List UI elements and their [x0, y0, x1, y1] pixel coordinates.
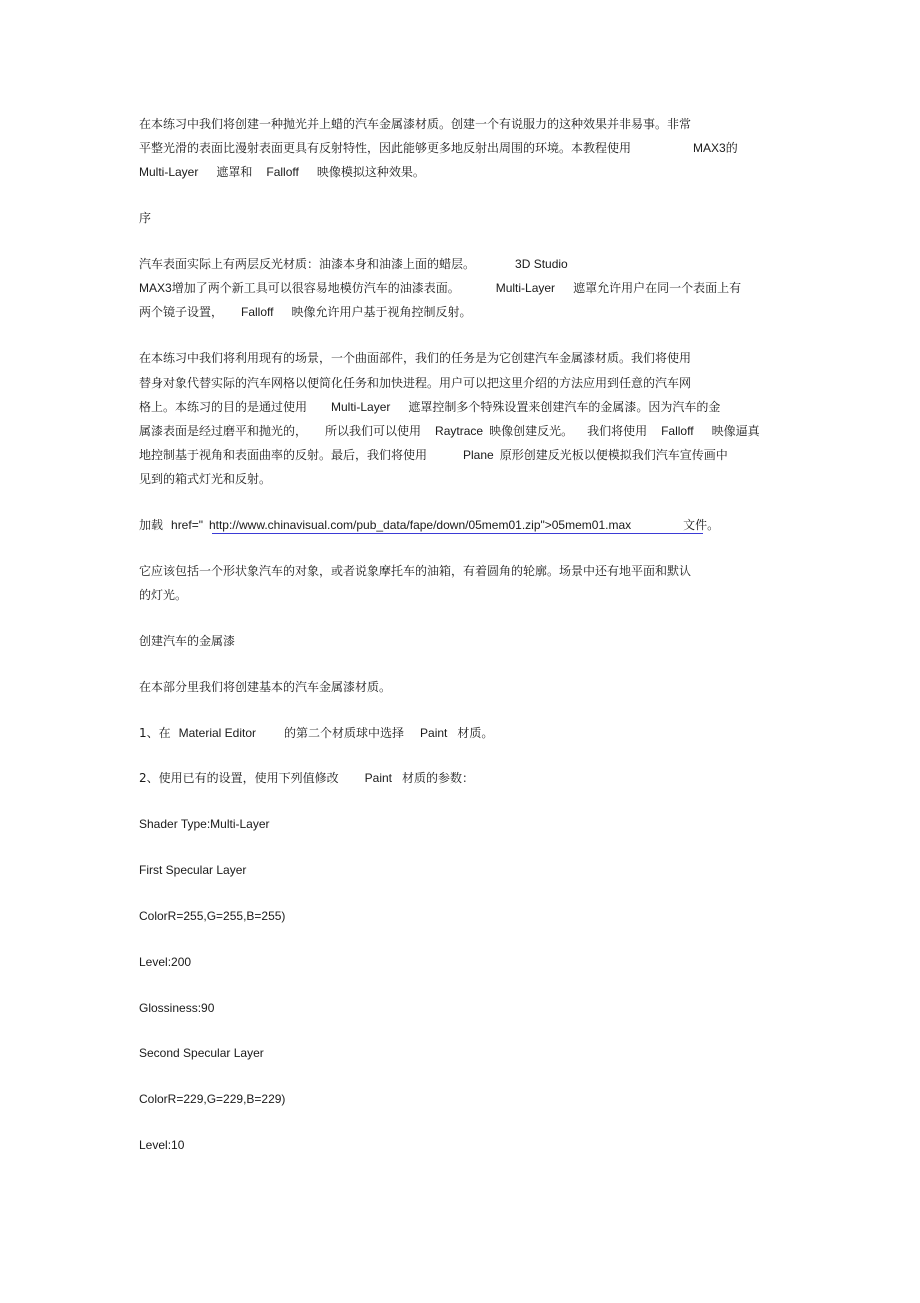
- exercise-text: 所以我们可以使用: [325, 424, 422, 438]
- exercise-text: 见到的箱式灯光和反射。: [139, 472, 272, 486]
- href-label: href=": [171, 518, 203, 532]
- exercise-text: 属漆表面是经过磨平和抛光的，: [139, 424, 308, 438]
- preface-text: 映像允许用户基于视角控制反射。: [291, 305, 472, 319]
- term-paint: Paint: [420, 726, 448, 740]
- heading-text: 创建汽车的金属漆: [139, 634, 236, 648]
- step-text: 材质。: [457, 726, 494, 740]
- exercise-line-6: [139, 471, 271, 487]
- exercise-text: 替身对象代替实际的汽车网格以便简化任务和加快进程。用户可以把这里介绍的方法应用到任意的汽车网: [139, 376, 692, 390]
- step-2: [139, 770, 474, 786]
- preface-heading: [139, 210, 151, 226]
- exercise-text: 我们将使用: [587, 424, 648, 438]
- param-second-color: ColorR=229,G=229,B=229): [139, 1092, 286, 1106]
- download-suffix: 文件。: [683, 518, 720, 532]
- exercise-text: 映像创建反光。: [489, 424, 574, 438]
- scene-line-2: [139, 587, 187, 603]
- preface-text: 两个镜子设置，: [139, 305, 224, 319]
- scene-line-1: [139, 563, 691, 579]
- exercise-line-2: [139, 375, 691, 391]
- exercise-line-5: [139, 447, 728, 463]
- exercise-text: 原形创建反光板以便模拟我们汽车宣传画中: [499, 448, 728, 462]
- param-first-level: Level:200: [139, 955, 192, 969]
- scene-text: 它应该包括一个形状象汽车的对象，或者说象摩托车的油箱，有着圆角的轮廓。场景中还有地平面和默认: [139, 564, 692, 578]
- term-falloff: Falloff: [661, 424, 694, 438]
- intro-text: 遮罩和: [216, 165, 253, 179]
- preface-line-2: [139, 280, 741, 296]
- term-multi-layer: Multi-Layer: [331, 400, 391, 414]
- step-1: [139, 725, 493, 741]
- intro-line-3: [139, 164, 425, 180]
- param-second-specular-layer: Second Specular Layer: [139, 1046, 264, 1060]
- download-line: [139, 517, 719, 533]
- scene-text: 的灯光。: [139, 588, 188, 602]
- term-multi-layer: Multi-Layer: [139, 165, 199, 179]
- product-name: 3D Studio: [515, 257, 568, 271]
- exercise-text: 遮罩控制多个特殊设置来创建汽车的金属漆。因为汽车的金: [408, 400, 721, 414]
- term-paint: Paint: [364, 771, 392, 785]
- heading-text: 序: [139, 211, 152, 225]
- product-name: MAX3: [693, 141, 726, 155]
- param-second-level: Level:10: [139, 1138, 185, 1152]
- param-first-specular-layer: First Specular Layer: [139, 863, 247, 877]
- exercise-text: 在本练习中我们将利用现有的场景，一个曲面部件，我们的任务是为它创建汽车金属漆材质。我们将使用: [139, 351, 692, 365]
- term-falloff: Falloff: [241, 305, 274, 319]
- exercise-line-4: [139, 423, 760, 439]
- intro-line-2: [139, 140, 738, 156]
- exercise-line-1: [139, 350, 691, 366]
- product-name: MAX3: [139, 281, 172, 295]
- intro-text: 映像模拟这种效果。: [316, 165, 425, 179]
- term-material-editor: Material Editor: [178, 726, 257, 740]
- step-text: 材质的参数：: [402, 771, 475, 785]
- term-falloff: Falloff: [266, 165, 299, 179]
- step-text: 2、使用已有的设置，使用下列值修改: [139, 771, 339, 785]
- section-intro: [139, 679, 391, 695]
- param-first-glossiness: Glossiness:90: [139, 1001, 215, 1015]
- term-raytrace: Raytrace: [435, 424, 484, 438]
- term-plane: Plane: [463, 448, 494, 462]
- section-intro-text: 在本部分里我们将创建基本的汽车金属漆材质。: [139, 680, 392, 694]
- download-prefix: 加载: [139, 518, 164, 532]
- exercise-text: 地控制基于视角和表面曲率的反射。最后，我们将使用: [139, 448, 428, 462]
- exercise-line-3: [139, 399, 720, 415]
- step-text: 的第二个材质球中选择: [284, 726, 405, 740]
- preface-line-3: [139, 304, 472, 320]
- exercise-text: 格上。本练习的目的是通过使用: [139, 400, 308, 414]
- exercise-text: 映像逼真: [711, 424, 760, 438]
- intro-text: 的: [725, 141, 738, 155]
- intro-line-1: [139, 116, 691, 132]
- preface-text: 增加了两个新工具可以很容易地模仿汽车的油漆表面。: [171, 281, 460, 295]
- section-heading: [139, 633, 235, 649]
- link-underline: [212, 533, 703, 534]
- preface-text: 遮罩允许用户在同一个表面上有: [573, 281, 742, 295]
- step-text: 1、在: [139, 726, 171, 740]
- download-link[interactable]: http://www.chinavisual.com/pub_data/fape/down/05mem01.zip">05mem01.max: [208, 518, 632, 532]
- param-shader-type: Shader Type:Multi-Layer: [139, 817, 270, 831]
- param-first-color: ColorR=255,G=255,B=255): [139, 909, 286, 923]
- intro-text: 在本练习中我们将创建一种抛光并上蜡的汽车金属漆材质。创建一个有说服力的这种效果并非易事。非常: [139, 117, 692, 131]
- preface-line-1: [139, 256, 568, 272]
- preface-text: 汽车表面实际上有两层反光材质：油漆本身和油漆上面的蜡层。: [139, 257, 476, 271]
- intro-text: 平整光滑的表面比漫射表面更具有反射特性，因此能够更多地反射出周围的环境。本教程使用: [139, 141, 632, 155]
- term-multi-layer: Multi-Layer: [495, 281, 556, 295]
